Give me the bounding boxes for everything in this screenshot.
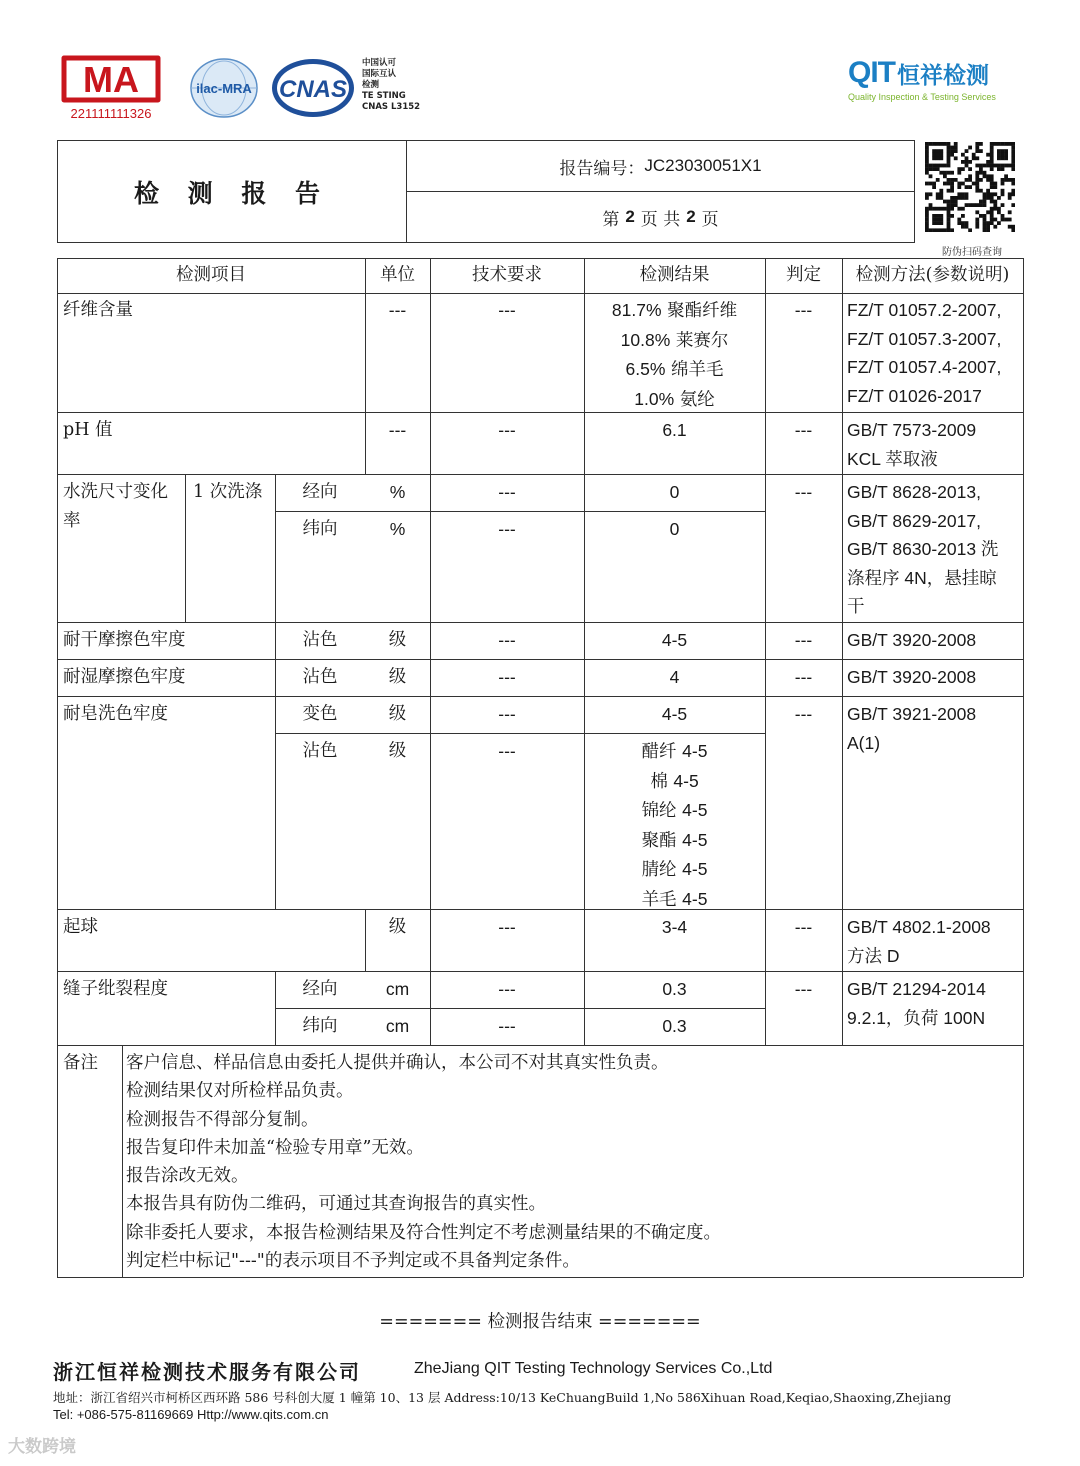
svg-text:CNAS: CNAS bbox=[278, 76, 348, 103]
table-cell: 纬向 bbox=[302, 519, 338, 539]
qit-tagline: Quality Inspection & Testing Services bbox=[848, 92, 996, 102]
col-header-result: 检测结果 bbox=[639, 265, 710, 285]
table-cell: --- bbox=[498, 667, 516, 687]
ilac-mra-logo bbox=[188, 56, 260, 120]
report-number: 报告编号： JC23030051X1 bbox=[407, 141, 914, 192]
table-cell: --- bbox=[498, 979, 516, 999]
staining-results: 醋纤 4-5 棉 4-5 锦纶 4-5 聚酯 4-5 腈纶 4-5 羊毛 4-5 bbox=[641, 741, 708, 910]
table-cell: cm bbox=[385, 979, 410, 999]
page-indicator: 第 2 页 共 2 页 bbox=[602, 207, 719, 230]
remark-item: 客户信息、样品信息由委托人提供并确认，本公司不对其真实性负责。 bbox=[126, 1053, 669, 1073]
table-cell: 0.3 bbox=[662, 979, 687, 999]
qit-logo bbox=[848, 56, 1028, 102]
company-name-en: ZheJiang QIT Testing Technology Services Co.,Ltd bbox=[414, 1360, 773, 1377]
table-cell: --- bbox=[498, 1016, 516, 1036]
table-cell: 0 bbox=[669, 482, 680, 502]
item-wet-rubbing: 耐湿摩擦色牢度 bbox=[63, 667, 186, 687]
item-pilling: 起球 bbox=[63, 917, 98, 937]
table-cell: 纬向 bbox=[302, 1016, 338, 1036]
qr-code-icon[interactable] bbox=[925, 142, 1015, 232]
table-cell: % bbox=[389, 482, 406, 502]
col-header-item: 检测项目 bbox=[176, 265, 246, 285]
item-fiber-content: 纤维含量 bbox=[63, 300, 133, 320]
table-cell: 级 bbox=[388, 741, 407, 761]
table-cell: --- bbox=[794, 979, 813, 999]
table-cell: --- bbox=[794, 704, 813, 724]
table-cell: 级 bbox=[388, 667, 407, 687]
table-cell: --- bbox=[794, 917, 813, 937]
item-ph: pH 值 bbox=[63, 420, 113, 440]
table-cell: 级 bbox=[388, 704, 407, 724]
remark-item: 判定栏中标记"---"的表示项目不予判定或不具备判定条件。 bbox=[126, 1251, 580, 1272]
table-cell: --- bbox=[498, 917, 516, 937]
report-title: 检 测 报 告 bbox=[58, 141, 407, 242]
cnas-logo bbox=[270, 56, 356, 120]
col-header-judgment: 判定 bbox=[786, 265, 821, 285]
cma-number: 221111111326 bbox=[70, 106, 152, 121]
method-wet-rubbing: GB/T 3920-2008 bbox=[847, 667, 977, 687]
report-end-marker: ======= 检测报告结束 ======= bbox=[379, 1312, 701, 1332]
table-cell: --- bbox=[498, 704, 516, 724]
table-cell: --- bbox=[794, 630, 813, 650]
table-cell: 3-4 bbox=[661, 917, 688, 937]
wash-cycles: 1 次洗涤 bbox=[193, 482, 263, 502]
table-cell: 沾色 bbox=[302, 630, 338, 650]
table-cell: 级 bbox=[388, 917, 407, 937]
table-cell: 4-5 bbox=[661, 630, 688, 650]
table-cell: 级 bbox=[388, 630, 407, 650]
remark-item: 本报告具有防伪二维码，可通过其查询报告的真实性。 bbox=[126, 1194, 546, 1215]
remarks-label: 备注 bbox=[63, 1053, 98, 1073]
results-table bbox=[57, 258, 1023, 1277]
remark-item: 检测结果仅对所检样品负责。 bbox=[126, 1081, 354, 1102]
qit-chinese-name: 恒祥检测 bbox=[897, 62, 989, 89]
method-soaping: GB/T 3921-2008 A(1) bbox=[847, 704, 977, 753]
company-contact: Tel: +086-575-81169669 Http://www.qits.com.cn bbox=[53, 1407, 329, 1422]
item-soaping-fastness: 耐皂洗色牢度 bbox=[63, 704, 168, 724]
table-cell: 沾色 bbox=[302, 667, 338, 687]
table-cell: 4 bbox=[669, 667, 680, 687]
remark-item: 检测报告不得部分复制。 bbox=[126, 1109, 319, 1130]
table-cell: 0.3 bbox=[662, 1016, 687, 1036]
company-name-cn: 浙江恒祥检测技术服务有限公司 bbox=[53, 1360, 361, 1384]
method-pilling: GB/T 4802.1-2008 方法 D bbox=[847, 917, 991, 966]
fiber-results: 81.7% 聚酯纤维 10.8% 莱赛尔 6.5% 绵羊毛 1.0% 氨纶 bbox=[611, 300, 738, 410]
method-wash: GB/T 8628-2013, GB/T 8629-2017, GB/T 8630-2013 洗 涤程序 4N，悬挂晾 干 bbox=[847, 482, 999, 616]
method-fiber: FZ/T 01057.2-2007, FZ/T 01057.3-2007, FZ/T 01057.4-2007, FZ/T 01026-2017 bbox=[847, 300, 1002, 406]
company-address: 地址：浙江省绍兴市柯桥区西环路 586 号科创大厦 1 幢第 10、13 层 Address:10/13 KeChuangBuild 1,No 586Xihuan Road,Keqiao,Shaoxing,Zhejiang bbox=[53, 1390, 952, 1405]
table-cell: % bbox=[389, 519, 406, 539]
table-cell: --- bbox=[498, 741, 516, 761]
table-cell: 变色 bbox=[302, 704, 338, 724]
table-cell: 0 bbox=[669, 519, 680, 539]
col-header-requirement: 技术要求 bbox=[472, 265, 542, 285]
item-seam-slippage: 缝子纰裂程度 bbox=[63, 979, 168, 999]
table-cell: --- bbox=[388, 300, 407, 320]
cnas-caption: 中国认可 国际互认 检测 TE STING CNAS L3152 bbox=[362, 58, 421, 112]
method-dry-rubbing: GB/T 3920-2008 bbox=[847, 630, 977, 650]
remark-item: 报告涂改无效。 bbox=[126, 1166, 249, 1187]
table-cell: --- bbox=[794, 420, 813, 440]
report-header bbox=[57, 140, 915, 243]
table-cell: 6.1 bbox=[662, 420, 687, 440]
table-cell: 经向 bbox=[302, 482, 338, 502]
item-wash-dimensional-change: 水洗尺寸变化 率 bbox=[63, 482, 168, 531]
qr-caption: 防伪扫码查询 bbox=[942, 247, 1002, 258]
svg-text:MA: MA bbox=[83, 59, 139, 100]
table-cell: 4-5 bbox=[661, 704, 688, 724]
table-cell: --- bbox=[498, 420, 516, 440]
col-header-unit: 单位 bbox=[380, 265, 415, 285]
table-cell: --- bbox=[498, 519, 516, 539]
table-cell: --- bbox=[498, 482, 516, 502]
remarks-list bbox=[126, 1049, 721, 1275]
qit-mark: QIT bbox=[848, 56, 895, 89]
remark-item: 除非委托人要求，本报告检测结果及符合性判定不考虑测量结果的不确定度。 bbox=[126, 1222, 721, 1243]
table-cell: --- bbox=[794, 482, 813, 502]
table-cell: 经向 bbox=[302, 979, 338, 999]
item-dry-rubbing: 耐干摩擦色牢度 bbox=[63, 630, 186, 650]
watermark: 大数跨境 bbox=[8, 1437, 76, 1457]
table-cell: --- bbox=[794, 300, 813, 320]
remark-item: 报告复印件未加盖“检验专用章”无效。 bbox=[126, 1137, 424, 1158]
table-cell: 沾色 bbox=[302, 741, 338, 761]
table-cell: cm bbox=[385, 1016, 410, 1036]
svg-text:ilac-MRA: ilac-MRA bbox=[196, 81, 252, 96]
col-header-method: 检测方法(参数说明) bbox=[855, 265, 1010, 285]
method-seam: GB/T 21294-2014 9.2.1，负荷 100N bbox=[847, 979, 986, 1028]
method-ph: GB/T 7573-2009 KCL 萃取液 bbox=[847, 420, 977, 469]
table-cell: --- bbox=[498, 630, 516, 650]
table-cell: --- bbox=[388, 420, 407, 440]
table-cell: --- bbox=[498, 300, 516, 320]
table-cell: --- bbox=[794, 667, 813, 687]
